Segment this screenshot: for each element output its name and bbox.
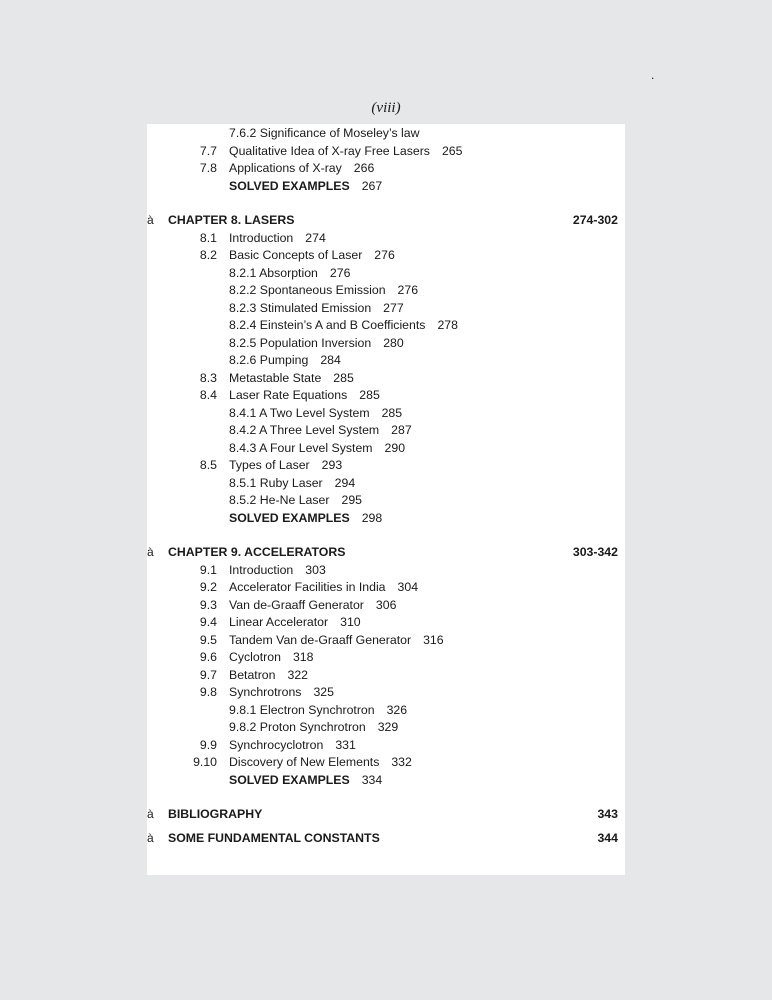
- page-number: 310: [340, 615, 361, 629]
- section-title-wrap: [229, 439, 405, 457]
- toc-entry-row: [147, 474, 625, 492]
- section-title-wrap: [229, 177, 382, 195]
- chapter-page-range: 344: [597, 831, 618, 845]
- toc-entry-row: [147, 124, 625, 142]
- section-title-wrap: [229, 474, 355, 492]
- page-number: 285: [381, 406, 403, 420]
- section-title-wrap: [229, 351, 341, 369]
- section-title-wrap: [229, 578, 418, 596]
- section-title-wrap: [229, 666, 308, 684]
- section-title: Discovery of New Elements: [229, 755, 380, 769]
- section-title: 8.5.1 Ruby Laser: [229, 476, 323, 490]
- toc-entry-row: [147, 264, 625, 282]
- page-number: 266: [353, 161, 375, 175]
- section-title-wrap: [229, 701, 407, 719]
- toc-entry-row: [147, 281, 625, 299]
- section-title: 8.2.1 Absorption: [229, 266, 318, 280]
- section-title-wrap: [229, 491, 362, 509]
- section-number: 9.6: [199, 650, 217, 664]
- section-number: 9.7: [199, 668, 217, 682]
- bullet-arrow-icon: à: [147, 545, 154, 559]
- toc-entry-row: [147, 421, 625, 439]
- section-title-wrap: [229, 753, 412, 771]
- section-number: 9.4: [199, 615, 217, 629]
- page-number: 326: [386, 703, 408, 717]
- toc-entry-row: [147, 736, 625, 754]
- page-number: 295: [341, 493, 363, 507]
- section-title-wrap: [229, 509, 382, 527]
- toc-entry-row: [147, 701, 625, 719]
- toc-entry-row: [147, 561, 625, 579]
- toc-entry-row: [147, 246, 625, 264]
- page-header: (viii): [371, 100, 401, 116]
- page-number: 304: [397, 580, 419, 594]
- toc-entry-row: [147, 613, 625, 631]
- section-title: Qualitative Idea of X-ray Free Lasers: [229, 144, 430, 158]
- section-title: Laser Rate Equations: [229, 388, 348, 402]
- section-title-wrap: [229, 771, 382, 789]
- section-title-wrap: [229, 386, 380, 404]
- section-number: 8.2: [199, 248, 217, 262]
- toc-entry-row: [147, 596, 625, 614]
- section-title-wrap: [229, 648, 313, 666]
- section-title-wrap: [229, 334, 404, 352]
- toc-entry-row: [147, 404, 625, 422]
- solved-examples-label: SOLVED EXAMPLES: [229, 179, 350, 193]
- section-title: 8.2.5 Population Inversion: [229, 336, 372, 350]
- section-number: 9.8: [199, 685, 217, 699]
- section-title: 8.2.6 Pumping: [229, 353, 309, 367]
- section-title: Basic Concepts of Laser: [229, 248, 363, 262]
- section-number: 9.3: [199, 598, 217, 612]
- solved-examples-label: SOLVED EXAMPLES: [229, 511, 350, 525]
- section-title-wrap: [229, 718, 398, 736]
- toc-entry-row: [147, 456, 625, 474]
- section-title: 8.4.2 A Three Level System: [229, 423, 380, 437]
- page-mark: .: [651, 68, 655, 82]
- section-title-wrap: [229, 316, 458, 334]
- page-number: 265: [441, 144, 463, 158]
- toc-entry-row: [147, 439, 625, 457]
- section-title: 8.2.2 Spontaneous Emission: [229, 283, 386, 297]
- bullet-arrow-icon: à: [147, 213, 154, 227]
- section-title: 8.5.2 He-Ne Laser: [229, 493, 330, 507]
- section-title-wrap: [229, 736, 356, 754]
- toc-entry-row: [147, 648, 625, 666]
- page-number: 306: [375, 598, 397, 612]
- section-title: 9.8.1 Electron Synchrotron: [229, 703, 375, 717]
- page-number: 276: [397, 283, 419, 297]
- section-number: 9.9: [199, 738, 217, 752]
- section-title: 8.4.1 A Two Level System: [229, 406, 370, 420]
- section-title: Synchrotrons: [229, 685, 302, 699]
- section-title-wrap: [229, 613, 361, 631]
- toc-entry-row: [147, 142, 625, 160]
- page-number: 334: [361, 773, 383, 787]
- page-number: 280: [383, 336, 404, 350]
- section-title: Introduction: [229, 563, 294, 577]
- section-title: Betatron: [229, 668, 276, 682]
- toc-entry-row: [147, 351, 625, 369]
- section-title-wrap: [229, 404, 402, 422]
- section-title: Tandem Van de-Graaff Generator: [229, 633, 412, 647]
- section-number: 8.5: [199, 458, 217, 472]
- toc-entry-row: [147, 631, 625, 649]
- section-title: Accelerator Facilities in India: [229, 580, 386, 594]
- toc-entry-row: [147, 159, 625, 177]
- section-number: 8.1: [199, 231, 217, 245]
- chapter-title: CHAPTER 9. ACCELERATORS: [168, 545, 346, 559]
- section-title: 9.8.2 Proton Synchrotron: [229, 720, 366, 734]
- page-number: 331: [335, 738, 356, 752]
- page-number: 325: [313, 685, 334, 699]
- page-number: 329: [377, 720, 399, 734]
- section-title-wrap: [229, 683, 334, 701]
- toc-entry-row: [147, 369, 625, 387]
- toc-chapter-row: [147, 211, 625, 229]
- section-title: Introduction: [229, 231, 294, 245]
- section-number: 9.5: [199, 633, 217, 647]
- page-number: 285: [333, 371, 354, 385]
- section-title: 7.6.2 Significance of Moseley’s law: [229, 126, 420, 140]
- section-number: 8.3: [199, 371, 217, 385]
- section-title: Van de-Graaff Generator: [229, 598, 364, 612]
- section-title: 8.4.3 A Four Level System: [229, 441, 373, 455]
- page-number: 294: [334, 476, 356, 490]
- section-number: 9.2: [199, 580, 217, 594]
- chapter-page-range: 303-342: [572, 545, 618, 559]
- section-title-wrap: [229, 229, 326, 247]
- toc-chapter-row: [147, 805, 625, 823]
- section-number: 7.7: [199, 144, 217, 158]
- toc-entry-row: [147, 718, 625, 736]
- section-title: Types of Laser: [229, 458, 310, 472]
- page-number: 322: [287, 668, 309, 682]
- section-title: Metastable State: [229, 371, 322, 385]
- section-title: Applications of X-ray: [229, 161, 342, 175]
- solved-examples-label: SOLVED EXAMPLES: [229, 773, 350, 787]
- page-number: 316: [423, 633, 444, 647]
- section-title-wrap: [229, 369, 354, 387]
- toc-chapter-row: [147, 543, 625, 561]
- page-number: 274: [305, 231, 326, 245]
- bullet-arrow-icon: à: [147, 807, 154, 821]
- section-title-wrap: [229, 421, 412, 439]
- section-title-wrap: [229, 561, 326, 579]
- page-number: 277: [383, 301, 404, 315]
- toc-entry-row: [147, 683, 625, 701]
- page-number: 276: [329, 266, 351, 280]
- page-number: 276: [374, 248, 395, 262]
- section-title-wrap: [229, 159, 374, 177]
- toc-chapter-row: [147, 829, 625, 847]
- page-number: 267: [361, 179, 383, 193]
- section-title: Synchrocyclotron: [229, 738, 324, 752]
- section-number: 9.10: [193, 755, 217, 769]
- section-number: 9.1: [199, 563, 217, 577]
- page-number: 298: [361, 511, 383, 525]
- toc-entry-row: [147, 753, 625, 771]
- page-number: 287: [391, 423, 412, 437]
- page-number: 293: [321, 458, 343, 472]
- toc-entry-row: [147, 578, 625, 596]
- section-title-wrap: [229, 596, 396, 614]
- toc-entry-row: [147, 491, 625, 509]
- page-number: 332: [391, 755, 412, 769]
- toc-entry-row: [147, 299, 625, 317]
- page-number: 278: [437, 318, 458, 332]
- chapter-title: CHAPTER 8. LASERS: [168, 213, 295, 227]
- toc-entry-row: [147, 316, 625, 334]
- chapter-title: SOME FUNDAMENTAL CONSTANTS: [168, 831, 380, 845]
- toc-sheet: [147, 124, 625, 875]
- toc-entry-row: [147, 771, 625, 789]
- toc-entry-row: [147, 334, 625, 352]
- page-number: 284: [320, 353, 341, 367]
- section-title-wrap: [229, 281, 418, 299]
- page-number: 290: [384, 441, 406, 455]
- section-title-wrap: [229, 299, 404, 317]
- chapter-page-range: 343: [597, 807, 618, 821]
- page-number: 303: [305, 563, 326, 577]
- section-title: 8.2.4 Einstein’s A and B Coefficients: [229, 318, 426, 332]
- toc-entry-row: [147, 666, 625, 684]
- section-title: 8.2.3 Stimulated Emission: [229, 301, 372, 315]
- chapter-page-range: 274-302: [572, 213, 618, 227]
- section-number: 7.8: [199, 161, 217, 175]
- toc-entry-row: [147, 229, 625, 247]
- section-title-wrap: [229, 631, 444, 649]
- section-title-wrap: [229, 124, 431, 142]
- page-number: 285: [359, 388, 380, 402]
- chapter-title: BIBLIOGRAPHY: [168, 807, 263, 821]
- page-number: 318: [292, 650, 314, 664]
- section-title-wrap: [229, 142, 462, 160]
- section-title: Cyclotron: [229, 650, 281, 664]
- toc-entry-row: [147, 509, 625, 527]
- section-number: 8.4: [199, 388, 217, 402]
- bullet-arrow-icon: à: [147, 831, 154, 845]
- section-title-wrap: [229, 246, 395, 264]
- toc-entry-row: [147, 386, 625, 404]
- section-title-wrap: [229, 264, 350, 282]
- section-title: Linear Accelerator: [229, 615, 329, 629]
- section-title-wrap: [229, 456, 342, 474]
- toc-entry-row: [147, 177, 625, 195]
